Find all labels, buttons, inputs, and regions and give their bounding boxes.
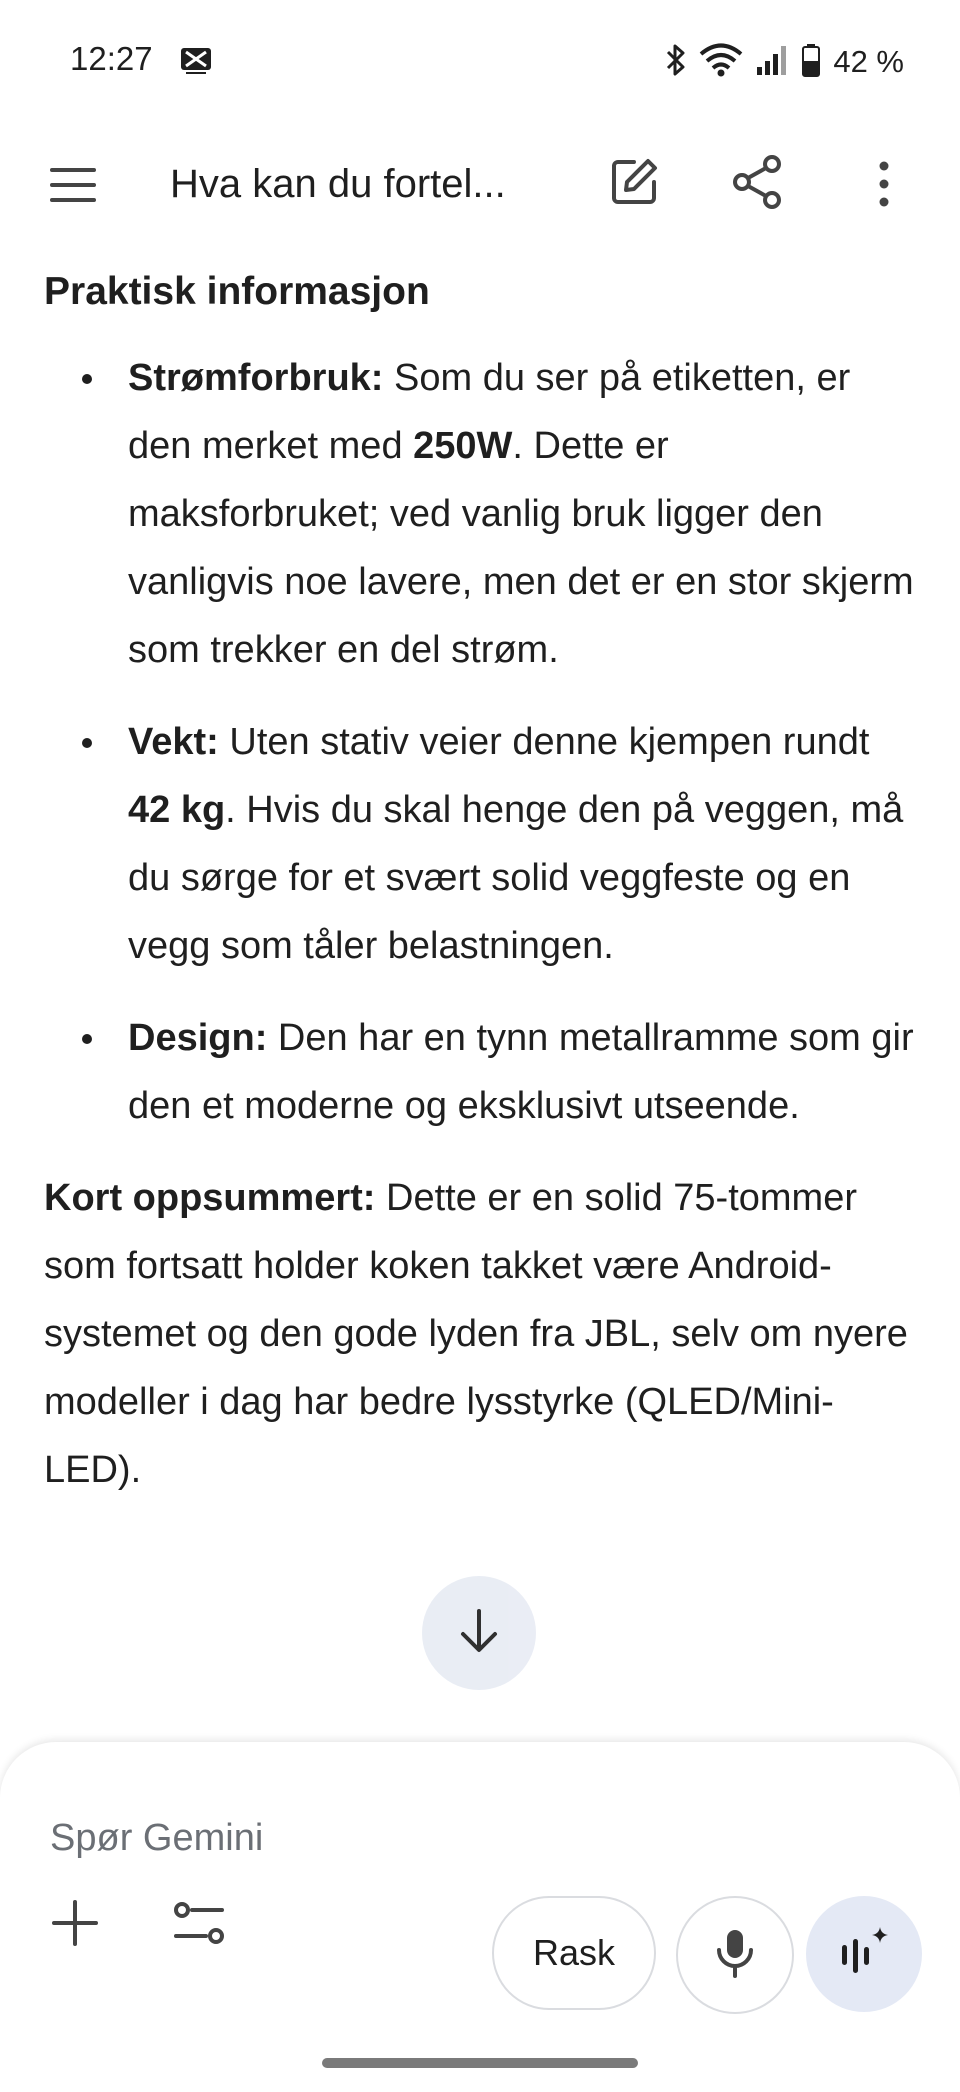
status-bar: [0, 0, 960, 124]
bullet-bold-value: 42 kg: [128, 789, 226, 831]
summary-text: Dette er en solid 75-tommer som fortsatt holder koken takket være Android-systemet og den gode lyden fra JBL, selv om nyere modeller i dag har bedre lysstyrke (QLED/Mini-LED).: [44, 1177, 908, 1491]
bullet-dot: [82, 1034, 92, 1044]
battery-icon: [801, 43, 821, 82]
bullet-text: Som du ser på etiketten, er den merket med: [128, 357, 851, 467]
bullet-label: Design:: [128, 1017, 268, 1059]
plus-icon[interactable]: [44, 1892, 106, 1954]
bullet-label: Strømforbruk:: [128, 357, 384, 399]
mic-button[interactable]: [676, 1896, 794, 2014]
edit-icon[interactable]: [606, 154, 662, 210]
prompt-input[interactable]: [48, 1802, 892, 1874]
response-content: [44, 258, 914, 1504]
status-time: 12:27: [70, 40, 153, 77]
summary-label: Kort oppsummert:: [44, 1177, 376, 1219]
summary-paragraph: [44, 1164, 914, 1504]
bullet-label: Vekt:: [128, 721, 219, 763]
section-heading: Praktisk informasjon: [44, 270, 430, 313]
status-icons: [665, 40, 904, 84]
list-item: [44, 344, 914, 684]
gemini-live-icon: [838, 1925, 890, 1984]
bullet-text: . Dette er maksforbruket; ved vanlig bruk ligger den vanligvis noe lavere, men det er en stor skjerm som trekker en del strøm.: [128, 425, 914, 671]
share-icon[interactable]: [730, 152, 786, 212]
gemini-live-button[interactable]: [806, 1896, 922, 2012]
tune-icon[interactable]: [170, 1892, 230, 1954]
bullet-dot: [82, 374, 92, 384]
list-item: [44, 708, 914, 980]
more-vert-icon[interactable]: [864, 154, 904, 214]
menu-icon[interactable]: [46, 162, 102, 208]
scroll-to-bottom-button[interactable]: [422, 1576, 536, 1690]
mic-icon: [715, 1926, 755, 1985]
wifi-icon: [699, 43, 743, 82]
bullet-text: Uten stativ veier denne kjempen rundt: [218, 721, 870, 763]
chat-title[interactable]: Hva kan du fortel...: [170, 162, 506, 206]
app-bar: [0, 124, 960, 244]
home-indicator[interactable]: [322, 2058, 638, 2068]
bullet-dot: [82, 738, 92, 748]
info-list: [44, 344, 914, 1140]
bullet-text: Den har en tynn metallramme som gir den et moderne og eksklusivt utseende.: [128, 1017, 914, 1127]
bluetooth-icon: [665, 43, 687, 82]
notification-icon: [180, 46, 212, 76]
bullet-bold-value: 250W: [413, 425, 513, 467]
prompt-composer: [0, 1742, 960, 2092]
signal-icon: [755, 43, 789, 82]
list-item: [44, 1004, 914, 1140]
battery-percent: 42 %: [833, 44, 904, 79]
mode-selector-button[interactable]: Rask: [492, 1896, 656, 2010]
bullet-text: . Hvis du skal henge den på veggen, må du sørge for et svært solid veggfeste og en vegg som tåler belastningen.: [128, 789, 904, 967]
arrow-down-icon: [457, 1607, 501, 1660]
